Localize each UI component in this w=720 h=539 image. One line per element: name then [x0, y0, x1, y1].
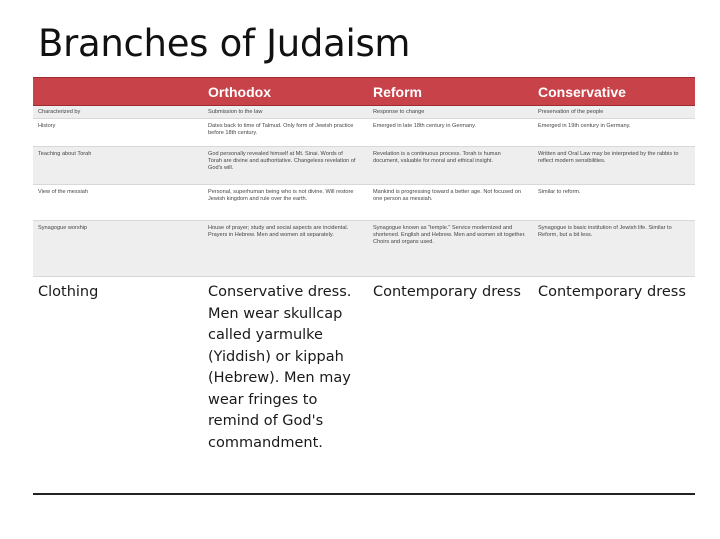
row-label: History [38, 123, 56, 129]
row-label: View of the messiah [38, 189, 88, 195]
clothing-orthodox: Conservative dress. Men wear skullcap called yarmulke (Yiddish) or kippah (Hebrew). Men may wear fringes to remind of God's commandment. [208, 284, 352, 451]
row-label: Characterized by [38, 109, 81, 115]
cell-conservative: Emerged in 19th century in Germany. [538, 123, 631, 129]
cell-conservative: Similar to reform. [538, 189, 581, 195]
table-header-row [33, 77, 695, 106]
bottom-divider [33, 493, 695, 495]
clothing-reform: Contemporary dress [373, 284, 521, 300]
table-row [33, 221, 695, 277]
cell-reform: Synagogue known as "temple." Service modernized and shortened. English and Hebrew. Men and women sit together. Choirs and organs used. [373, 225, 526, 246]
header-orthodox: Orthodox [208, 84, 271, 100]
cell-reform: Response to change [373, 109, 425, 115]
slide-title: Branches of Judaism [38, 22, 411, 65]
comparison-table [33, 77, 695, 485]
header-reform: Reform [373, 84, 423, 100]
cell-conservative: Synagogue is basic institution of Jewish life. Similar to Reform, but a bit less. [538, 225, 672, 239]
cell-orthodox: God personally revealed himself at Mt. Sinai. Words of Torah are divine and authoritative. Changeless revelation of God's will. [208, 151, 356, 172]
table-row [33, 106, 695, 119]
cell-conservative: Preservation of the people [538, 109, 604, 115]
cell-orthodox: Dates back to time of Talmud. Only form of Jewish practice before 18th century. [208, 123, 354, 137]
cell-reform: Revelation is a continuous process. Torah is human document, valuable for moral and ethical insight. [373, 151, 501, 165]
table-row [33, 147, 695, 185]
clothing-label: Clothing [38, 284, 99, 300]
header-blank-cell [38, 78, 198, 107]
table-row [33, 185, 695, 221]
cell-orthodox: Personal, superhuman being who is not divine. Will restore Jewish kingdom and rule over the earth. [208, 189, 354, 203]
cell-reform: Emerged in late 18th century in Germany. [373, 123, 477, 129]
row-label: Teaching about Torah [38, 151, 92, 157]
header-conservative: Conservative [538, 84, 626, 100]
cell-orthodox: House of prayer; study and social aspects are incidental. Prayers in Hebrew. Men and women sit separately. [208, 225, 349, 239]
table-row [33, 119, 695, 147]
cell-conservative: Written and Oral Law may be interpreted by the rabbis to reflect modern sensibilities. [538, 151, 679, 165]
cell-reform: Mankind is progressing toward a better age. Not focused on one person as messiah. [373, 189, 522, 203]
cell-orthodox: Submission to the law [208, 109, 263, 115]
row-label: Synagogue worship [38, 225, 88, 231]
clothing-row [33, 277, 695, 485]
clothing-conservative: Contemporary dress [538, 284, 686, 300]
